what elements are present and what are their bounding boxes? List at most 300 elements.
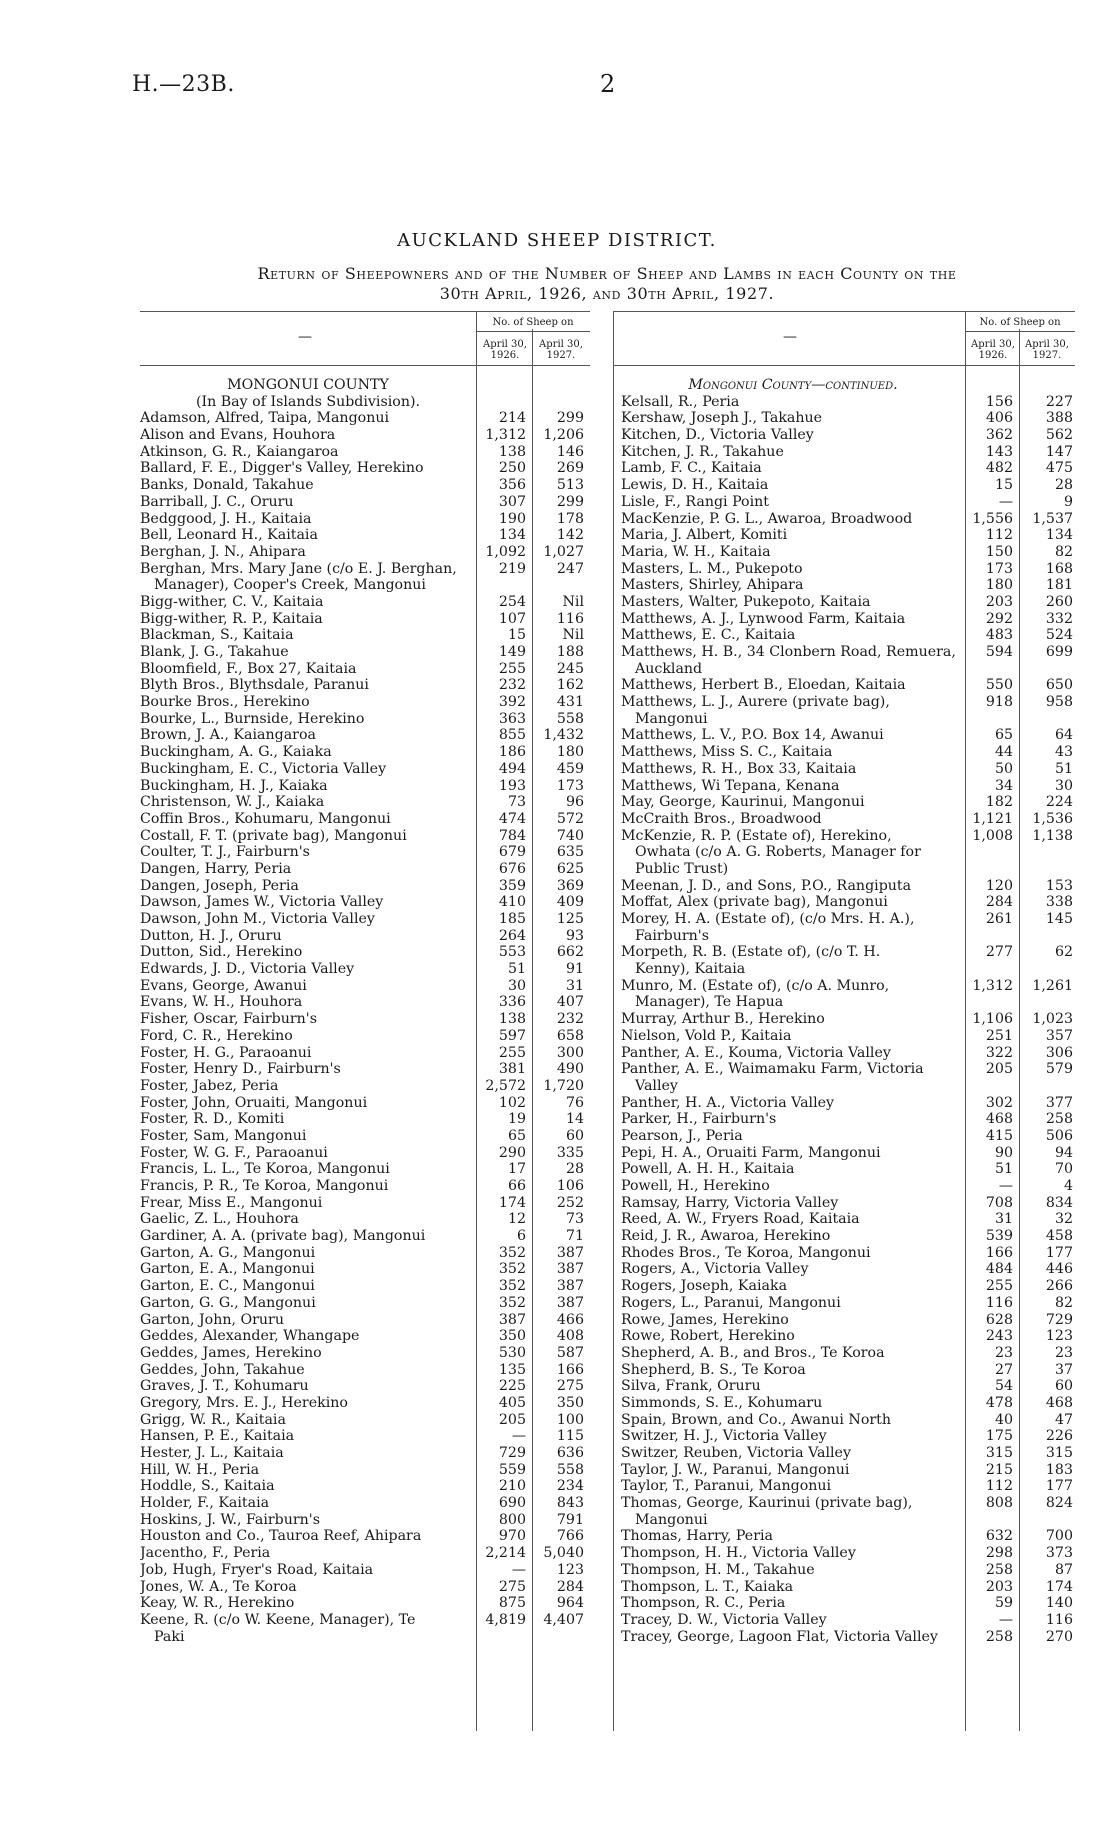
owner-name: Morpeth, R. B. (Estate of), (c/o T. H. [621,944,881,961]
table-row [140,1245,590,1262]
sheep-1926: 66 [507,1178,526,1194]
sheep-1926: 30 [507,977,526,994]
table-row [621,1428,1075,1445]
left-table [140,311,590,1731]
owner-name: Mangonui [635,1511,708,1528]
owner-name: Graves, J. T., Kohumaru [140,1378,309,1395]
table-row [140,1128,590,1145]
sheep-1926: 359 [498,877,526,894]
table-row [140,427,590,444]
owner-name: Dawson, James W., Victoria Valley [140,894,384,911]
sheep-1927: 338 [1045,894,1073,911]
owner-name: Parker, H., Fairburn's [621,1111,777,1128]
table-row [140,494,590,511]
table-row [140,1495,590,1512]
sheep-1926: 116 [985,1294,1013,1311]
sheep-1927: 740 [556,827,584,844]
sheep-1927: 270 [1045,1628,1073,1645]
sheep-1927: 100 [556,1411,584,1428]
sheep-1926: 784 [498,827,526,844]
owner-name: Nielson, Vold P., Kaitaia [621,1027,792,1044]
sheep-1926: 1,008 [972,827,1013,844]
sheep-1927: 188 [556,644,584,660]
owner-name: Hill, W. H., Peria [140,1461,260,1478]
sheep-1927: 791 [556,1511,584,1528]
owner-name: Bourke, L., Burnside, Herekino [140,710,365,727]
owner-name: Berghan, J. N., Ahipara [140,543,306,560]
sheep-1927: 28 [1054,477,1073,494]
owner-name: Matthews, E. C., Kaitaia [621,627,796,644]
sheep-1927: 70 [1054,1161,1073,1178]
owner-name: Buckingham, E. C., Victoria Valley [140,760,387,777]
owner-name: Hoskins, J. W., Fairburn's [140,1511,320,1528]
table-row [621,1612,1075,1629]
owner-name: Alison and Evans, Houhora [140,427,336,444]
owner-name: Matthews, Herbert B., Eloedan, Kaitaia [621,677,906,694]
table-row [621,727,1075,744]
sheep-1927: 31 [565,977,584,994]
sheep-1926: 468 [985,1111,1013,1128]
owner-name: Public Trust) [635,860,729,877]
owner-name: Tracey, D. W., Victoria Valley [621,1611,827,1628]
table-row [140,1362,590,1379]
owner-name: Thompson, L. T., Kaiaka [621,1578,794,1595]
table-row [621,1528,1075,1545]
sheep-1926: 156 [985,393,1013,410]
table-row [140,778,590,795]
sheep-1926: 185 [498,911,526,927]
sheep-1927: 650 [1045,677,1073,694]
table-row [621,1028,1075,1045]
sheep-1926: 15 [994,477,1013,494]
owner-name: Barriball, J. C., Oruru [140,493,294,510]
table-row [621,961,1075,978]
table-row [140,1312,590,1329]
owner-name: Dutton, H. J., Oruru [140,927,282,944]
sheep-1927: 579 [1045,1061,1073,1078]
sheep-1926: — [998,493,1013,510]
owner-name: Geddes, James, Herekino [140,1344,322,1361]
owner-name: Dutton, Sid., Herekino [140,944,303,961]
sheep-1926: 381 [498,1061,526,1078]
table-row [621,394,1075,411]
table-row [140,1078,590,1095]
sheep-1926: 258 [985,1561,1013,1578]
sheep-1927: 459 [556,760,584,777]
owner-name: Bigg-wither, C. V., Kaitaia [140,593,324,610]
table-row [140,1095,590,1112]
sheep-1927: 572 [556,810,584,827]
sheep-1926: 1,312 [972,977,1013,994]
table-row [140,1395,590,1412]
table-row [140,1211,590,1228]
table-row [140,1562,590,1579]
sheep-1926: — [511,1561,526,1578]
sheep-1926: 676 [498,860,526,877]
sheep-1927: 431 [556,694,584,711]
owner-name: Valley [635,1077,678,1094]
sheep-1927: 284 [556,1578,584,1595]
sheep-1927: 37 [1054,1361,1073,1378]
table-row [140,477,590,494]
sheep-1927: 147 [1045,443,1073,460]
table-row [621,878,1075,895]
sheep-1927: 252 [556,1194,584,1211]
sheep-1927: 558 [556,1461,584,1478]
sheep-1926: 112 [985,527,1013,544]
sheep-1926: 352 [498,1294,526,1311]
sheep-1927: 506 [1045,1127,1073,1144]
table-row [140,1261,590,1278]
table-row [621,1178,1075,1195]
table-row [621,1595,1075,1612]
sheep-1926: 483 [985,627,1013,644]
sheep-1926: 174 [498,1194,526,1211]
sheep-1927: 146 [556,443,584,460]
owner-name: Hester, J. L., Kaitaia [140,1445,284,1461]
table-row [621,761,1075,778]
sheep-1927: 76 [565,1094,584,1111]
owner-name: Panther, A. E., Kouma, Victoria Valley [621,1044,891,1061]
sheep-1926: 2,572 [485,1077,526,1094]
table-row [621,460,1075,477]
owner-name: Reid, J. R., Awaroa, Herekino [621,1228,831,1245]
sheep-1926: 275 [498,1578,526,1595]
page-title: AUCKLAND SHEEP DISTRICT. [397,230,717,251]
table-row [140,1428,590,1445]
sheep-1926: 150 [985,543,1013,560]
sheep-1926: 1,106 [972,1011,1013,1028]
sheep-1927: 306 [1045,1044,1073,1061]
table-row [140,694,590,711]
sheep-1926: 34 [994,777,1013,794]
table-row [621,544,1075,561]
sheep-1927: 387 [556,1294,584,1311]
sheep-1927: 625 [556,860,584,877]
owner-name: Houston and Co., Tauroa Reef, Ahipara [140,1528,422,1545]
sheep-1927: 227 [1045,393,1073,410]
table-row [140,978,590,995]
sheep-1926: 135 [498,1361,526,1378]
owner-name: Coffin Bros., Kohumaru, Mangonui [140,810,391,827]
sheep-1926: 149 [498,644,526,660]
table-row [621,644,1075,661]
sheep-1926: 120 [985,877,1013,894]
table-row [621,1228,1075,1245]
sheep-1926: 255 [498,1044,526,1061]
sheep-1926: 284 [985,894,1013,911]
sheep-1926: 392 [498,694,526,711]
sheep-1927: 123 [1045,1328,1073,1345]
owner-name: Thompson, H. H., Victoria Valley [621,1545,856,1562]
owner-name: Bigg-wither, R. P., Kaitaia [140,610,323,627]
table-row [621,1512,1075,1529]
sheep-1927: 843 [556,1495,584,1512]
table-row [140,994,590,1011]
sheep-1927: 5,040 [543,1545,584,1562]
sheep-1926: 19 [507,1111,526,1128]
column-header-name-right: — [783,329,797,345]
table-row [140,594,590,611]
table-row [140,1378,590,1395]
table-row [621,1478,1075,1495]
sheep-1926: 855 [498,727,526,744]
owner-name: Evans, George, Awanui [140,977,307,994]
table-row [140,1045,590,1062]
sheep-1926: 210 [498,1478,526,1495]
owner-name: Berghan, Mrs. Mary Jane (c/o E. J. Berghan, [140,560,457,577]
owner-name: Blank, J. G., Takahue [140,644,289,660]
sheep-1927: 142 [556,527,584,544]
table-row [140,1061,590,1078]
table-row [140,928,590,945]
table-row [621,494,1075,511]
sheep-1926: 255 [498,660,526,677]
table-row [621,1412,1075,1429]
table-row [621,477,1075,494]
sheep-1927: 14 [565,1111,584,1128]
sheep-1927: 766 [556,1528,584,1545]
sheep-1927: 181 [1045,577,1073,594]
owner-name: Keay, W. R., Herekino [140,1595,295,1612]
sheep-1926: 73 [507,794,526,811]
owner-name: Fisher, Oscar, Fairburn's [140,1011,317,1028]
sheep-1927: 458 [1045,1228,1073,1245]
sheep-1927: 834 [1045,1194,1073,1211]
table-row [621,928,1075,945]
sheep-1927: 315 [1045,1445,1073,1461]
table-row [140,1579,590,1596]
table-row [621,1211,1075,1228]
sheep-1927: 178 [556,510,584,527]
sheep-1926: 251 [985,1027,1013,1044]
owner-name: Mangonui [635,710,708,727]
sheep-1927: Nil [562,593,584,610]
sheep-1927: 729 [1045,1311,1073,1328]
subtitle-line-2: 30th April, 1926, and 30th April, 1927. [439,284,775,303]
sheep-1927: 408 [556,1328,584,1345]
sheep-1927: 350 [556,1394,584,1411]
sheep-1926: 875 [498,1595,526,1612]
table-row [621,1161,1075,1178]
owner-name: Thompson, H. M., Takahue [621,1561,815,1578]
sheep-1926: 182 [985,794,1013,811]
sheep-1926: 59 [994,1595,1013,1612]
sheep-1926: 336 [498,994,526,1011]
sheep-1926: 173 [985,560,1013,577]
owner-name: Powell, H., Herekino [621,1178,770,1194]
table-row [621,1345,1075,1362]
table-row [140,844,590,861]
sheep-1927: 123 [556,1561,584,1578]
sheep-1926: 307 [498,493,526,510]
owner-name: Bedggood, J. H., Kaitaia [140,510,312,527]
owner-name: Lewis, D. H., Kaitaia [621,477,769,494]
sheep-1927: 140 [1045,1595,1073,1612]
table-row [140,1595,590,1612]
sheep-1927: 1,206 [543,427,584,444]
sheep-1926: 478 [985,1394,1013,1411]
owner-name: Garton, A. G., Mangonui [140,1244,316,1261]
section-subheading: (In Bay of Islands Subdivision). [195,393,421,410]
sheep-1927: 407 [556,994,584,1011]
owner-name: Bell, Leonard H., Kaitaia [140,527,318,544]
owner-name: Garton, E. C., Mangonui [140,1278,315,1295]
sheep-1926: 594 [985,644,1013,660]
table-row [621,677,1075,694]
owner-name: Matthews, Wi Tepana, Kenana [621,777,840,794]
sheep-1927: 266 [1045,1278,1073,1295]
sheep-1927: 388 [1045,410,1073,427]
sheep-1926: 107 [498,610,526,627]
sheep-1926: 225 [498,1378,526,1395]
sheep-1926: 205 [985,1061,1013,1078]
owner-name: Atkinson, G. R., Kaiangaroa [140,443,339,460]
sheep-1926: 918 [985,694,1013,711]
sheep-1926: 405 [498,1394,526,1411]
owner-name: Matthews, H. B., 34 Clonbern Road, Remuera, [621,644,956,660]
sheep-1926: 27 [994,1361,1013,1378]
right-table [613,311,1075,1731]
sheep-1926: 54 [994,1378,1013,1395]
sheep-1927: 177 [1045,1244,1073,1261]
table-row [621,828,1075,845]
owner-name: Foster, Sam, Mangonui [140,1127,307,1144]
owner-name: Lisle, F., Rangi Point [621,493,769,510]
sheep-1926: — [998,1178,1013,1194]
owner-name: Ballard, F. E., Digger's Valley, Herekino [140,460,424,477]
table-row [621,1045,1075,1062]
table-row [621,1195,1075,1212]
table-row [140,1528,590,1545]
owner-name: Rogers, L., Paranui, Mangonui [621,1294,841,1311]
sheep-1927: 62 [1054,944,1073,961]
sheep-1927: 94 [1054,1144,1073,1161]
sheep-1926: 102 [498,1094,526,1111]
sheep-1927: 51 [1054,760,1073,777]
sheep-1926: 1,121 [972,810,1013,827]
table-row [621,627,1075,644]
owner-name: Edwards, J. D., Victoria Valley [140,961,355,978]
owner-name: Panther, H. A., Victoria Valley [621,1094,835,1111]
table-row [621,661,1075,678]
owner-name: Kelsall, R., Peria [621,393,740,410]
owner-name: Panther, A. E., Waimamaku Farm, Victoria [621,1061,924,1078]
table-row [621,1629,1075,1646]
owner-name: Christenson, W. J., Kaiaka [140,794,325,811]
sheep-1926: 250 [498,460,526,477]
sheep-1926: 539 [985,1228,1013,1245]
sheep-1927: 468 [1045,1394,1073,1411]
subtitle-line-1: Return of Sheepowners and of the Number of Sheep and Lambs in each County on the [257,264,957,283]
section-heading-continued: Mongonui County—continued. [688,377,898,393]
sheep-1927: 409 [556,894,584,911]
owner-name: Rogers, Joseph, Kaiaka [621,1278,788,1295]
sheep-1927: 134 [1045,527,1073,544]
owner-name: Buckingham, A. G., Kaiaka [140,744,332,761]
owner-name: Morey, H. A. (Estate of), (c/o Mrs. H. A.), [621,911,915,927]
sheep-1927: 369 [556,877,584,894]
sheep-1927: 1,261 [1032,977,1073,994]
owner-name: Dangen, Joseph, Peria [140,877,299,894]
sheep-1926: 17 [507,1161,526,1178]
sheep-1927: 162 [556,677,584,694]
owner-name: Thompson, R. C., Peria [621,1595,786,1612]
owner-name: Foster, Jabez, Peria [140,1077,279,1094]
table-row [140,677,590,694]
owner-name: Manager), Te Hapua [635,994,784,1011]
owner-name: Bourke Bros., Herekino [140,694,310,711]
owner-name: Owhata (c/o A. G. Roberts, Manager for [635,844,921,861]
table-row [140,727,590,744]
table-row [140,410,590,427]
owner-name: Thomas, Harry, Peria [621,1528,773,1545]
sheep-1926: 15 [507,627,526,644]
sheep-1926: 415 [985,1127,1013,1144]
sheep-1926: — [998,1611,1013,1628]
sheep-1926: 112 [985,1478,1013,1495]
sheep-1926: 4,819 [485,1611,526,1628]
owner-name: Gaelic, Z. L., Houhora [140,1211,299,1228]
table-row [621,1495,1075,1512]
owner-name: Rhodes Bros., Te Koroa, Mangonui [621,1244,871,1261]
owner-name: Grigg, W. R., Kaitaia [140,1411,286,1428]
sheep-1927: 183 [1045,1461,1073,1478]
table-row [621,1562,1075,1579]
table-row [621,1445,1075,1462]
table-row [621,1545,1075,1562]
sheep-1927: 700 [1045,1528,1073,1545]
owner-name: Murray, Arthur B., Herekino [621,1011,825,1028]
sheep-1927: 387 [556,1244,584,1261]
sheep-1927: 490 [556,1061,584,1078]
table-row [621,611,1075,628]
sheep-1926: 277 [985,944,1013,961]
table-row [140,961,590,978]
table-row [140,878,590,895]
sheep-1927: 71 [565,1228,584,1245]
sheep-1927: 357 [1045,1027,1073,1044]
sheep-1926: 166 [985,1244,1013,1261]
sheep-1926: 205 [498,1411,526,1428]
owner-name: Foster, R. D., Komiti [140,1111,285,1128]
owner-name: Ford, C. R., Herekino [140,1027,293,1044]
owner-name: Kitchen, D., Victoria Valley [621,427,814,444]
section-heading: MONGONUI COUNTY [227,377,389,393]
sheep-1926: 406 [985,410,1013,427]
sheep-1926: 729 [498,1445,526,1461]
sheep-1926: 143 [985,443,1013,460]
sheep-1927: 177 [1045,1478,1073,1495]
sheep-1926: 550 [985,677,1013,694]
owner-name: Fairburn's [635,927,709,944]
table-row [140,511,590,528]
table-row [140,1161,590,1178]
sheep-1927: 93 [565,927,584,944]
table-row [621,1312,1075,1329]
sheep-1926: 482 [985,460,1013,477]
owner-name: Matthews, R. H., Box 33, Kaitaia [621,760,857,777]
table-row [140,1512,590,1529]
table-row [621,1579,1075,1596]
page-number: 2 [600,70,616,98]
sheep-1926: 410 [498,894,526,911]
owner-name: Brown, J. A., Kaiangaroa [140,727,316,744]
owner-name: Taylor, T., Paranui, Mangonui [621,1478,832,1495]
sheep-1926: 808 [985,1495,1013,1512]
sheep-1926: 65 [507,1127,526,1144]
sheep-1927: 299 [556,493,584,510]
